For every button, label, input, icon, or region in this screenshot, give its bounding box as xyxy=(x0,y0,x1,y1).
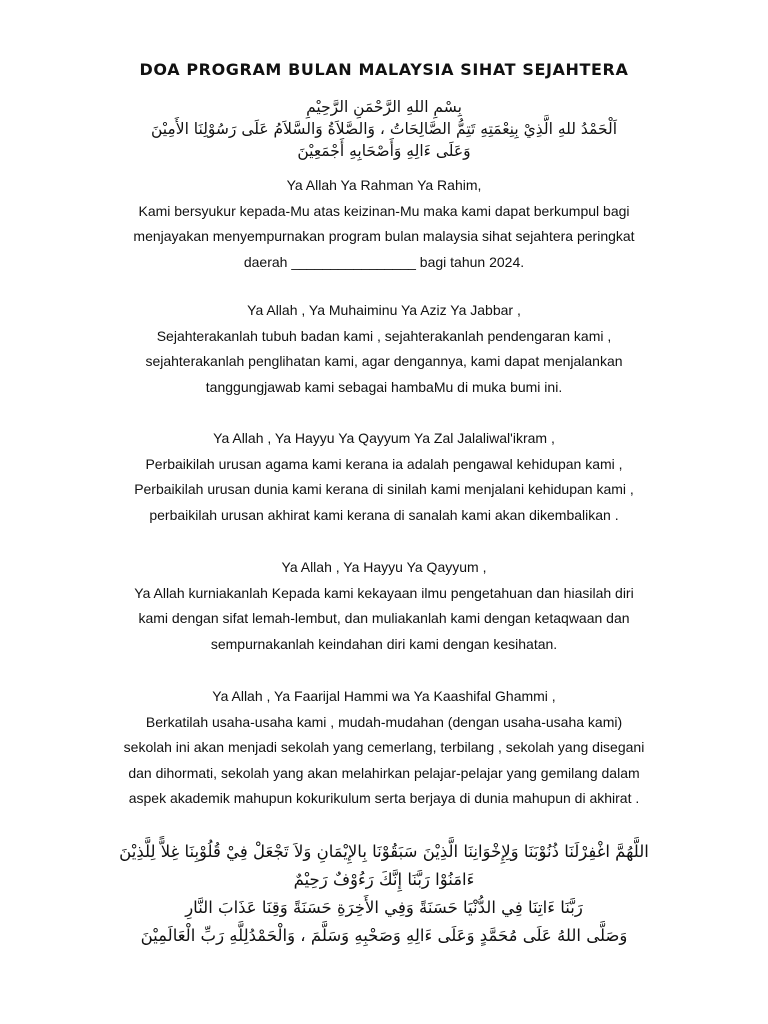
paragraph-line: perbaikilah urusan akhirat kami kerana di sanalah kami akan dikembalikan . xyxy=(149,506,619,523)
paragraph-wellbeing xyxy=(70,298,698,400)
paragraph-line: tanggungjawab kami sebagai hambaMu di muka bumi ini. xyxy=(205,378,563,395)
paragraph-line: Perbaikilah urusan dunia kami kerana di sinilah kami menjalani kehidupan kami , xyxy=(134,481,634,498)
paragraph-gratitude xyxy=(70,173,698,275)
arabic-closing-line: ءَامَنُوْا رَبَّنَا إِنَّكَ رَءُوْفٌ رَحِيْمٌ xyxy=(293,870,475,889)
paragraph-line: Ya Allah , Ya Hayyu Ya Qayyum Ya Zal Jalaliwal'ikram , xyxy=(213,430,555,446)
paragraph-line: dan dihormati, sekolah yang akan melahirkan pelajar-pelajar yang gemilang dalam xyxy=(128,764,640,781)
arabic-closing-line: وَصَلَّى اللهُ عَلَى مُحَمَّدٍ وَعَلَى ءَالِهِ وَصَحْبِهِ وَسَلَّمَ ، وَالْحَمْدُلِلَّهِ رَبِّ الْعَالَمِيْنَ xyxy=(140,926,628,945)
arabic-closing-line: اللَّهُمَّ اغْفِرْلَنَا ذُنُوْبَنَا وَلِإِخْوَانِنَا الَّذِيْنَ سَبَقُوْنَا بِالإِيْمَانِ وَلاَ تَجْعَلْ فِيْ قُلُوْبِنَا غِلاًّ لِلَّذِيْنَ xyxy=(119,842,649,861)
paragraph-line: Perbaikilah urusan agama kami kerana ia adalah pengawal kehidupan kami , xyxy=(145,455,623,472)
document-title: DOA PROGRAM BULAN MALAYSIA SIHAT SEJAHTERA xyxy=(139,60,629,79)
paragraph-affairs xyxy=(70,426,698,528)
arabic-opening-line: اَلْحَمْدُ للهِ الَّذِيْ بِنِعْمَتِهِ تَتِمُّ الصَّالِحَاتُ ، وَالصَّلاَةُ وَالسَّلاَمُ عَلَى رَسُوْلِنَا الأَمِيْنَ xyxy=(150,120,618,138)
paragraph-line: sejahterakanlah penglihatan kami, agar dengannya, kami dapat menjalankan xyxy=(145,353,623,370)
paragraph-knowledge xyxy=(70,555,698,657)
paragraph-line: Kami bersyukur kepada-Mu atas keizinan-Mu maka kami dapat berkumpul bagi xyxy=(138,202,630,219)
arabic-closing xyxy=(80,838,688,950)
paragraph-line: sekolah ini akan menjadi sekolah yang cemerlang, terbilang , sekolah yang disegani xyxy=(123,739,645,756)
arabic-closing-line: رَبَّنَا ءَاتِنَا فِي الدُّنْيَا حَسَنَةً وَفِي الأَخِرَةِ حَسَنَةً وَقِنَا عَذَابَ النَّارِ xyxy=(185,898,583,917)
paragraph-line: sempurnakanlah keindahan diri kami dengan kesihatan. xyxy=(210,635,558,652)
paragraph-line: Ya Allah , Ya Faarijal Hammi wa Ya Kaashifal Ghammi , xyxy=(212,688,556,704)
paragraph-line: daerah ________________ bagi tahun 2024. xyxy=(243,253,525,270)
paragraph-line: Ya Allah , Ya Hayyu Ya Qayyum , xyxy=(281,559,487,575)
paragraph-line: Ya Allah Ya Rahman Ya Rahim, xyxy=(286,177,482,193)
paragraph-line: Ya Allah kurniakanlah Kepada kami kekayaan ilmu pengetahuan dan hiasilah diri xyxy=(134,584,634,601)
paragraph-line: Sejahterakanlah tubuh badan kami , sejahterakanlah pendengaran kami , xyxy=(156,327,612,344)
paragraph-line: kami dengan sifat lemah-lembut, dan muliakanlah kami dengan ketaqwaan dan xyxy=(138,610,630,627)
basmalah-line: بِسْمِ اللهِ الرَّحْمَنِ الرَّحِيْمِ xyxy=(306,98,462,116)
arabic-opening-line: وَعَلَى ءَالِهِ وَأَصْحَابِهِ أَجْمَعِيْنَ xyxy=(297,142,471,160)
paragraph-line: menjayakan menyempurnakan program bulan malaysia sihat sejahtera peringkat xyxy=(133,228,635,245)
paragraph-line: Ya Allah , Ya Muhaiminu Ya Aziz Ya Jabbar , xyxy=(247,302,521,318)
paragraph-blessing xyxy=(70,684,698,812)
paragraph-line: aspek akademik mahupun kokurikulum serta berjaya di dunia mahupun di akhirat . xyxy=(128,790,640,807)
arabic-opening xyxy=(80,96,688,162)
paragraph-line: Berkatilah usaha-usaha kami , mudah-mudahan (dengan usaha-usaha kami) xyxy=(145,713,623,730)
